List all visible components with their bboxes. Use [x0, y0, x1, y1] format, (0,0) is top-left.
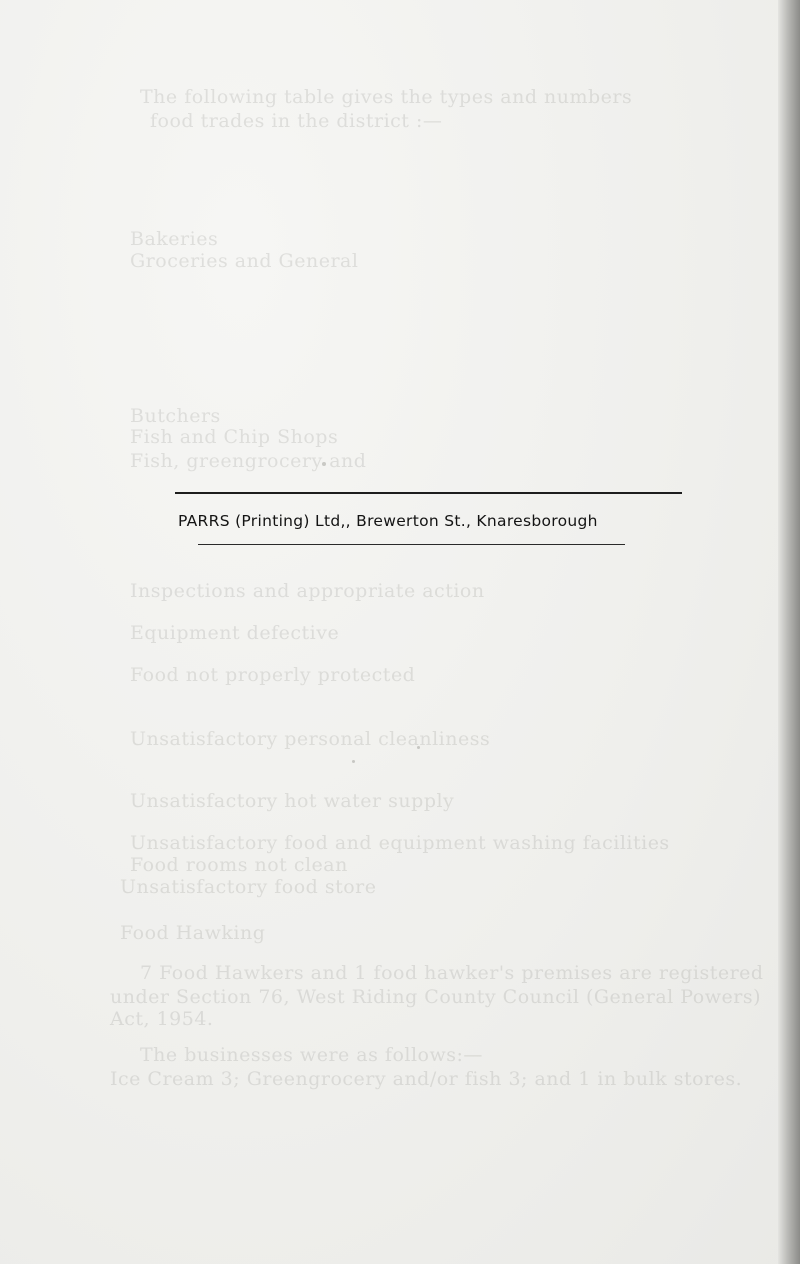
ghost-line: Unsatisfactory food and equipment washing facilities: [130, 832, 670, 854]
ghost-line: Butchers: [130, 405, 221, 427]
imprint-top-rule: [175, 492, 682, 494]
ghost-line: under Section 76, West Riding County Council (General Powers): [110, 986, 761, 1008]
ghost-line: Food rooms not clean: [130, 854, 348, 876]
ghost-line: Bakeries: [130, 228, 219, 250]
ghost-line: 7 Food Hawkers and 1 food hawker's premises are registered: [140, 962, 764, 984]
imprint-bottom-rule: [198, 544, 625, 545]
ghost-line: food trades in the district :—: [150, 110, 443, 132]
paper-speck: [417, 746, 420, 749]
ghost-line: Unsatisfactory hot water supply: [130, 790, 455, 812]
ghost-line: The following table gives the types and numbers: [140, 86, 633, 108]
ghost-line: Food Hawking: [120, 922, 266, 944]
ghost-line: Fish and Chip Shops: [130, 426, 339, 448]
ghost-line: Inspections and appropriate action: [130, 580, 485, 602]
ghost-line: Groceries and General: [130, 250, 359, 272]
ghost-line: Food not properly protected: [130, 664, 416, 686]
ghost-line: Equipment defective: [130, 622, 340, 644]
ghost-line: The businesses were as follows:—: [140, 1044, 483, 1066]
ghost-line: Fish, greengrocery and: [130, 450, 367, 472]
ghost-line: Ice Cream 3; Greengrocery and/or fish 3; and 1 in bulk stores.: [110, 1068, 743, 1090]
scan-edge-shadow: [778, 0, 800, 1264]
ghost-line: Unsatisfactory food store: [120, 876, 377, 898]
ghost-line: Act, 1954.: [110, 1008, 214, 1030]
paper-speck: [322, 462, 326, 466]
paper-speck: [352, 760, 355, 763]
ghost-line: Unsatisfactory personal cleanliness: [130, 728, 491, 750]
printer-imprint: PARRS (Printing) Ltd,, Brewerton St., Knaresborough: [178, 512, 598, 530]
